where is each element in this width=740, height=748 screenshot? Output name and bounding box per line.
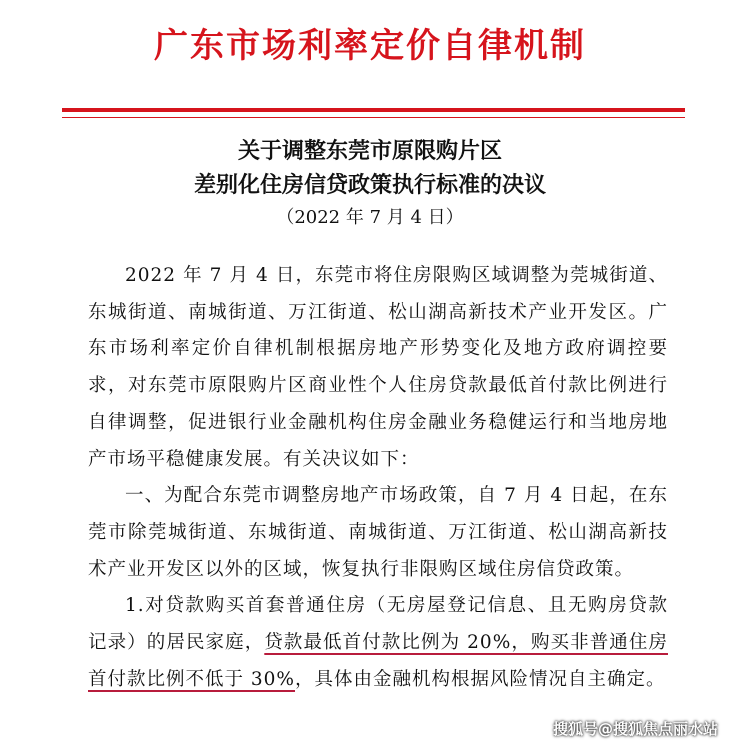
watermark: 搜狐号@搜狐焦点丽水站 xyxy=(552,720,718,738)
highlighted-text: 贷款最低首付款比例为 20%，购买非普通住房首付款比例不低于 30% xyxy=(88,632,668,690)
document-title-line1: 关于调整东莞市原限购片区 xyxy=(237,139,502,164)
document-date: （2022 年 7 月 4 日） xyxy=(276,207,464,228)
paragraph-item-1: 一、为配合东莞市调整房地产市场政策，自 7 月 4 日起，在东莞市除莞城街道、东城街道、南城街道、万江街道、松山湖高新技术产业开发区以外的区域，恢复执行非限购区域住房信贷政策。 xyxy=(88,485,668,580)
paragraph-text-start: 1.对贷款购买首套普通住房（无房屋登记信息、且无购房贷款记录）的居民家庭， xyxy=(88,595,668,654)
org-title: 广东市场利率定价自律机制 xyxy=(154,26,586,66)
paragraph-item-1-1 xyxy=(88,588,668,698)
red-divider-thin xyxy=(62,117,685,118)
red-divider-thick xyxy=(62,108,685,112)
document-body xyxy=(88,258,668,698)
paragraph-text-end: ，具体由金融机构根据风险情况自主确定。 xyxy=(295,668,666,690)
paragraph-intro: 2022 年 7 月 4 日，东莞市将住房限购区域调整为莞城街道、东城街道、南城街道、万江街道、松山湖高新技术产业开发区。广东市场利率定价自律机制根据房地产形势变化及地方政府调控要求，对东莞市原限购片区商业性个人住房贷款最低首付款比例进行自律调整，促进银行业金融机构住房金融业务稳健运行和当地房地产市场平稳健康发展。有关决议如下： xyxy=(88,265,668,470)
document-title-line2: 差别化住房信贷政策执行标准的决议 xyxy=(193,173,546,198)
